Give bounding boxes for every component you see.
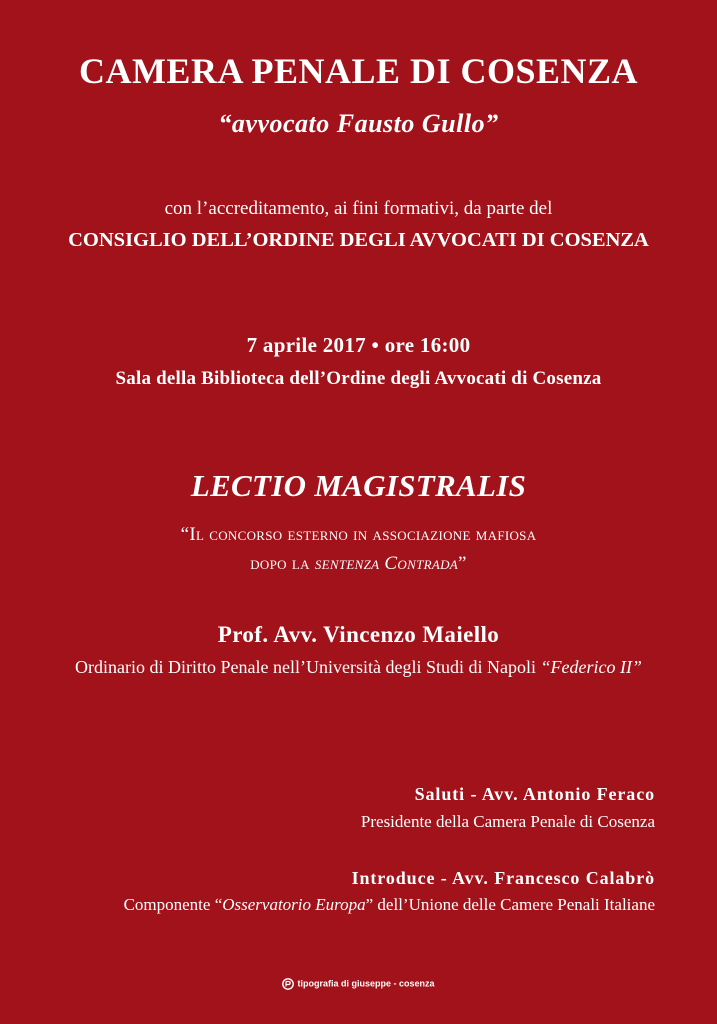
event-venue: Sala della Biblioteca dell’Ordine degli Avvocati di Cosenza [115,368,602,389]
speaker-affiliation [0,657,717,678]
council-name: CONSIGLIO DELL’ORDINE DEGLI AVVOCATI DI COSENZA [68,229,649,251]
lecture-topic-line2 [0,553,717,575]
introduction-heading: Introduce - Avv. Francesco Calabrò [351,868,655,888]
topic-line2-start: dopo la [250,553,315,574]
accreditation-text: con l’accreditamento, ai fini formativi, da parte del [164,198,553,219]
event-datetime: 7 aprile 2017 • ore 16:00 [246,333,471,357]
topic-line2-end: ” [458,553,467,574]
introduction-role [124,895,655,915]
lecture-heading: LECTIO MAGISTRALIS [190,468,527,503]
topic-line2-italic: sentenza Contrada [314,553,459,574]
introduction-role-start: Componente “ [123,895,223,914]
affiliation-text: Ordinario di Diritto Penale nell’Università degli Studi di Napoli [75,657,541,677]
page-subtitle: “avvocato Fausto Gullo” [218,109,499,138]
lecture-topic-line1: “Il concorso esterno in associazione mafiosa [180,524,537,545]
printer-logo-icon [282,978,294,990]
page-title: CAMERA PENALE DI COSENZA [78,51,639,91]
speaker-name: Prof. Avv. Vincenzo Maiello [217,622,500,647]
printer-credit [0,978,717,990]
printer-credit-text: tipografia di giuseppe - cosenza [297,978,435,989]
greetings-heading: Saluti - Avv. Antonio Feraco [414,784,655,804]
introduction-role-end: ” dell’Unione delle Camere Penali Italiane [365,895,655,914]
greetings-role: Presidente della Camera Penale di Cosenza [360,812,655,831]
affiliation-university: “Federico II” [540,657,642,677]
introduction-role-italic: Osservatorio Europa [222,895,366,914]
